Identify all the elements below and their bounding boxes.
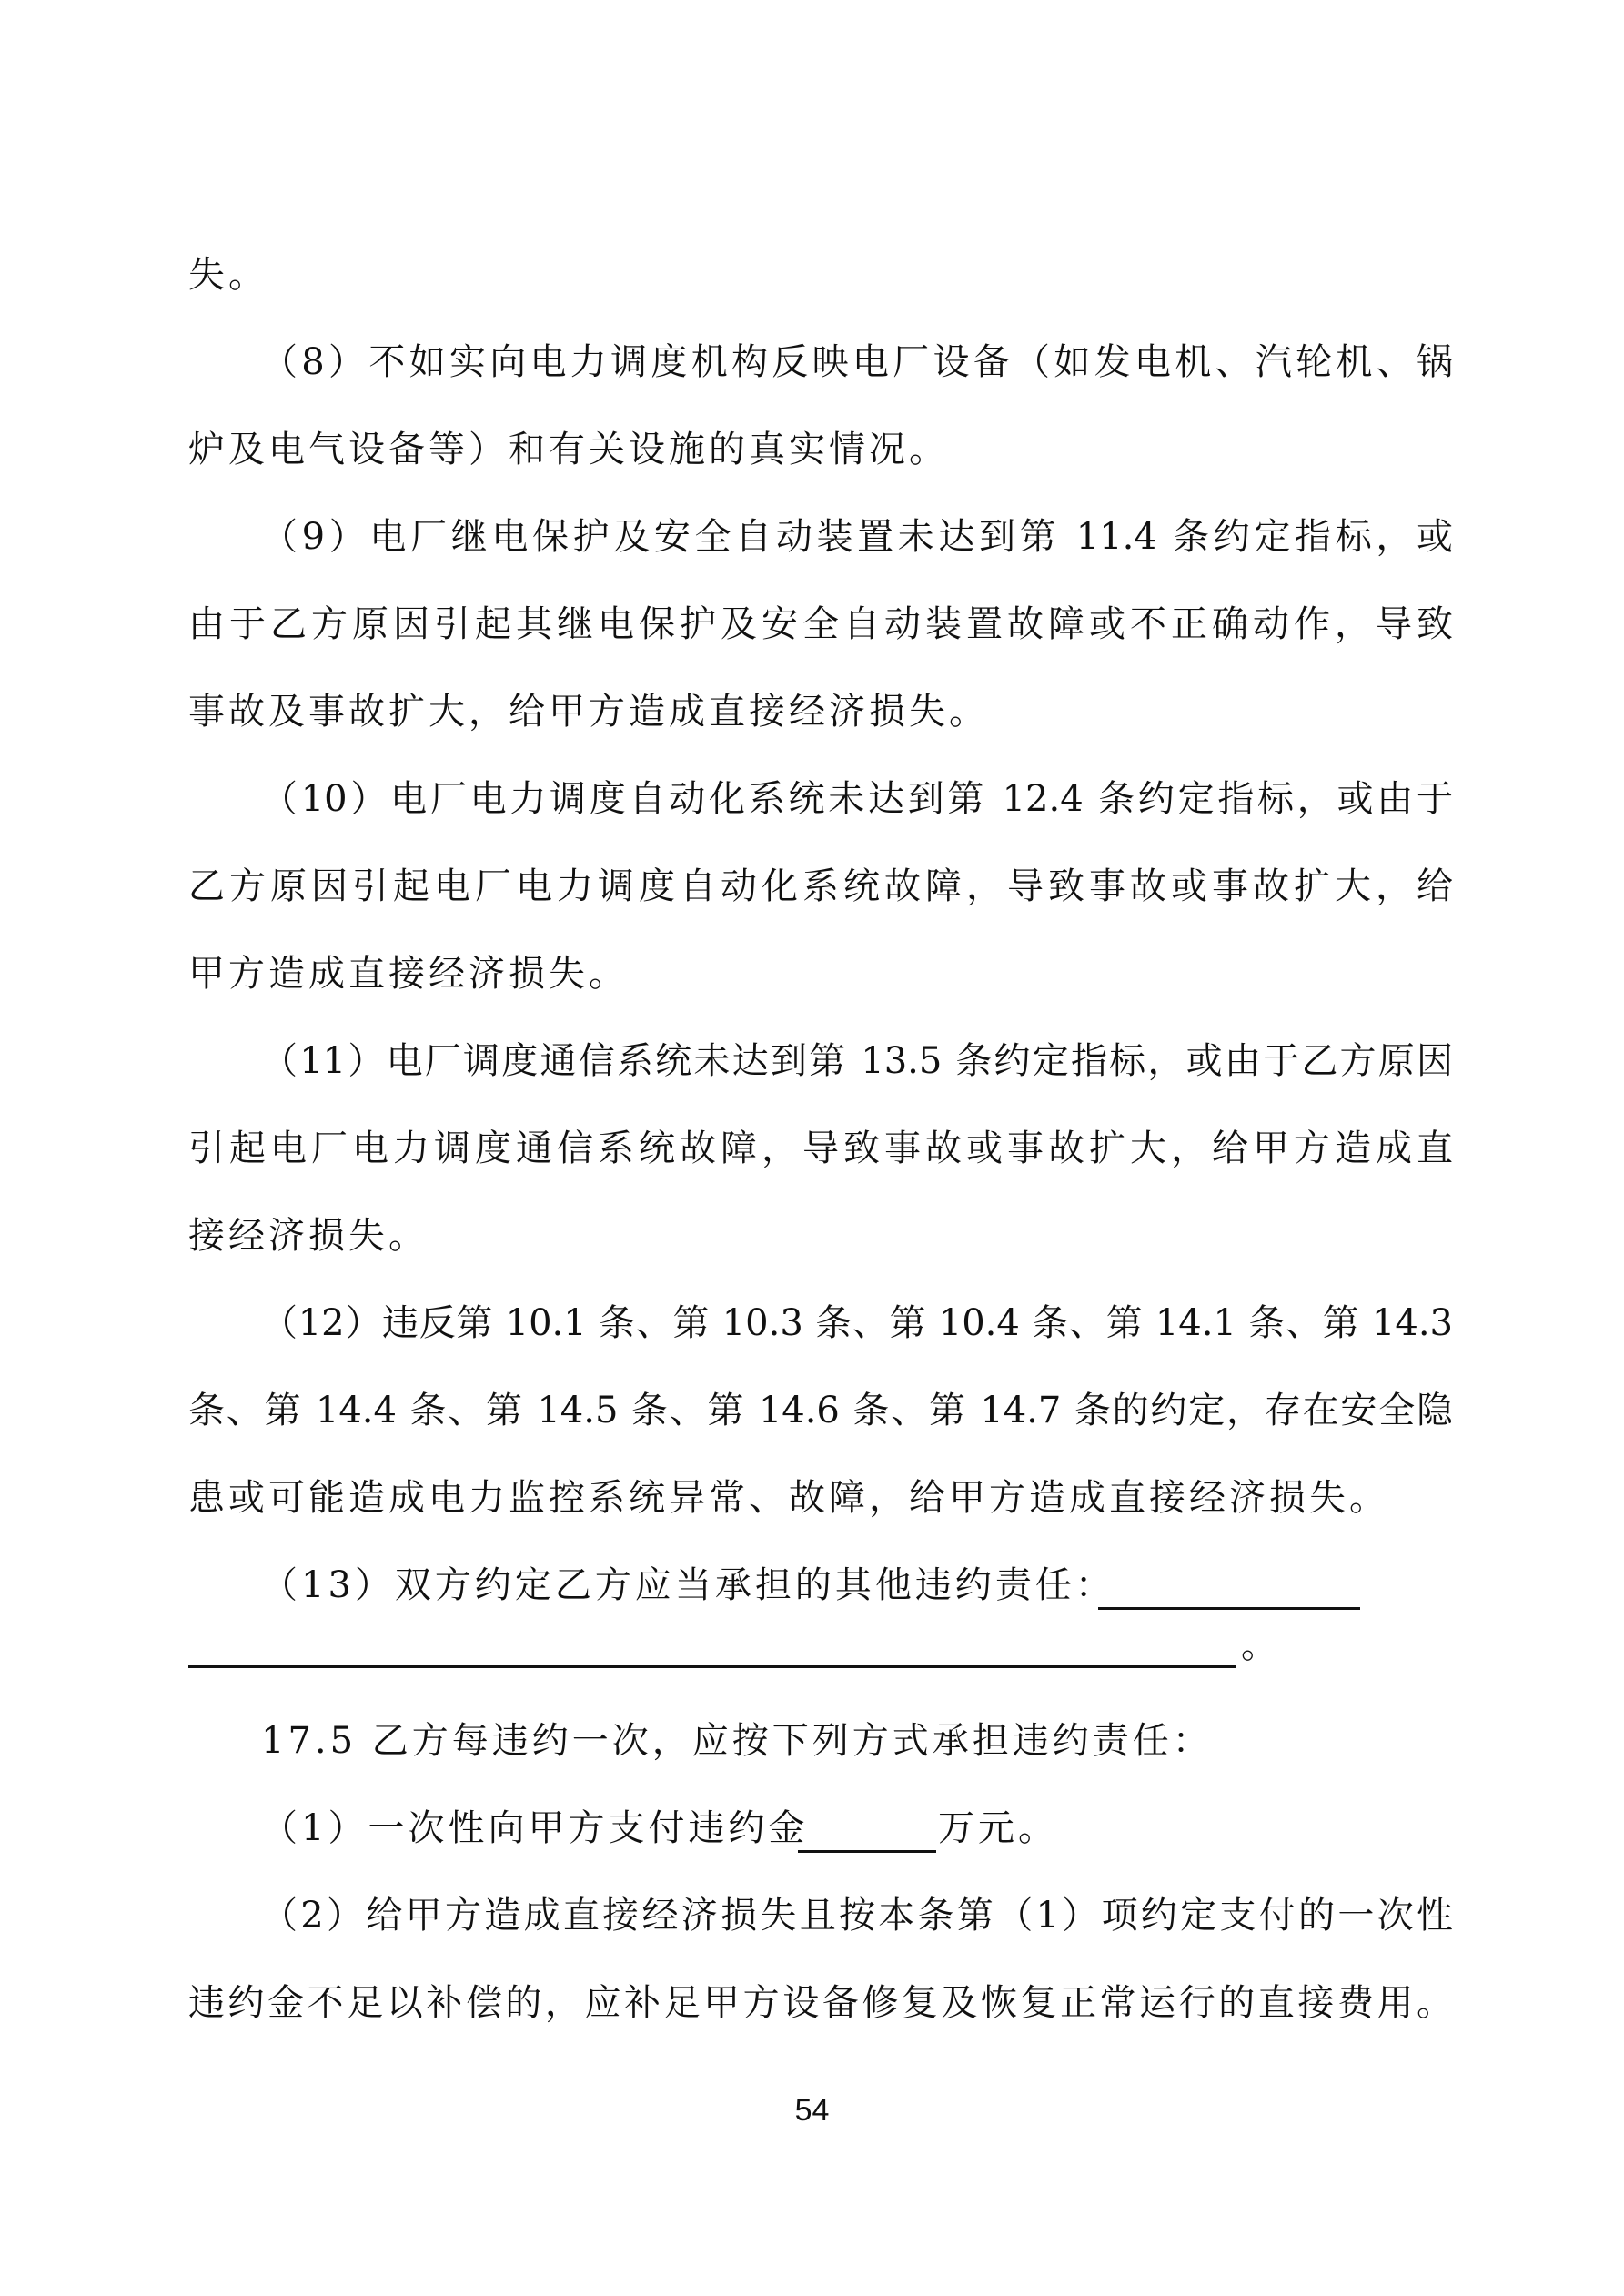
blank-penalty-amount[interactable] — [798, 1850, 936, 1853]
item-13-end-mark: 。 — [1241, 1624, 1281, 1666]
item-2-line-1: （2）给甲方造成直接经济损失且按本条第（1）项约定支付的一次性 — [261, 1895, 1453, 1937]
item-2-line-2: 违约金不足以补偿的，应补足甲方设备修复及恢复正常运行的直接费用。 — [188, 1982, 1453, 2024]
item-11-line-2: 引起电厂电力调度通信系统故障，导致事故或事故扩大，给甲方造成直 — [188, 1128, 1453, 1169]
item-13-line-1: （13）双方约定乙方应当承担的其他违约责任： — [261, 1564, 1115, 1606]
blank-other-liability-cont[interactable] — [188, 1665, 1236, 1668]
item-10-line-1: （10）电厂电力调度自动化系统未达到第 12.4 条约定指标，或由于 — [261, 778, 1453, 820]
item-8-line-1: （8）不如实向电力调度机构反映电厂设备（如发电机、汽轮机、锅 — [261, 341, 1453, 383]
item-9-line-1: （9）电厂继电保护及安全自动装置未达到第 11.4 条约定指标，或 — [261, 516, 1453, 558]
item-10-line-3: 甲方造成直接经济损失。 — [188, 953, 629, 995]
blank-other-liability[interactable] — [1098, 1607, 1360, 1610]
item-11-line-3: 接经济损失。 — [188, 1215, 429, 1257]
text-line-1: 失。 — [188, 254, 268, 296]
page-number: 54 — [794, 2093, 830, 2128]
item-1-unit: 万元。 — [938, 1807, 1058, 1849]
clause-17-5-heading: 17.5 乙方每违约一次，应按下列方式承担违约责任： — [261, 1720, 1213, 1762]
item-12-line-2: 条、第 14.4 条、第 14.5 条、第 14.6 条、第 14.7 条的约定，存在安全隐 — [188, 1390, 1453, 1431]
item-9-line-3: 事故及事故扩大，给甲方造成直接经济损失。 — [188, 691, 989, 733]
item-8-line-2: 炉及电气设备等）和有关设施的真实情况。 — [188, 429, 949, 470]
item-10-line-2: 乙方原因引起电厂电力调度自动化系统故障，导致事故或事故扩大，给 — [188, 865, 1453, 907]
item-11-line-1: （11）电厂调度通信系统未达到第 13.5 条约定指标，或由于乙方原因 — [261, 1040, 1453, 1082]
item-12-line-1: （12）违反第 10.1 条、第 10.3 条、第 10.4 条、第 14.1 条、第 14.3 — [261, 1302, 1453, 1344]
item-12-line-3: 患或可能造成电力监控系统异常、故障，给甲方造成直接经济损失。 — [188, 1477, 1389, 1519]
item-9-line-2: 由于乙方原因引起其继电保护及安全自动装置故障或不正确动作，导致 — [188, 603, 1453, 645]
item-1-text: （1）一次性向甲方支付违约金 — [261, 1807, 809, 1849]
